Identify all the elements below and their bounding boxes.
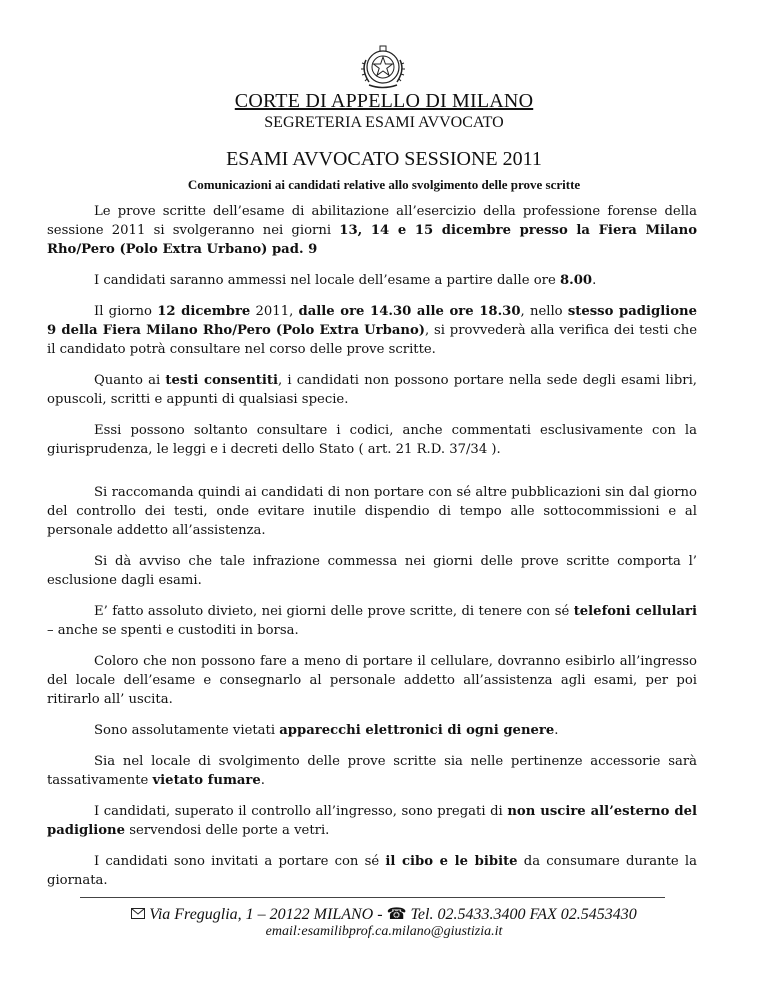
paragraph-exclusion: Si dà avviso che tale infrazione commessa nei giorni delle prove scritte comporta l’ esclusione dagli esami. <box>47 554 697 588</box>
footer-divider <box>80 897 665 898</box>
paragraph-admission-time: I candidati saranno ammessi nel locale dell’esame a partire dalle ore 8.00. <box>94 273 597 288</box>
paragraph-codes: Essi possono soltanto consultare i codici, anche commentati esclusivamente con la giurisprudenza, le leggi e i decreti dello Stato ( art. 21 R.D. 37/34 ). <box>47 423 697 457</box>
italian-republic-emblem <box>357 40 409 92</box>
paragraph-food: I candidati sono invitati a portare con sé il cibo e le bibite da consumare durante la giornata. <box>47 854 697 888</box>
document-title: ESAMI AVVOCATO SESSIONE 2011 <box>226 148 542 170</box>
paragraph-phone-deposit: Coloro che non possono fare a meno di portare il cellulare, dovranno esibirlo all’ingresso del locale dell’esame e consegnarlo al personale addetto all’assistenza agli esami, per poi ritirarlo all’ uscita. <box>47 654 697 707</box>
footer-email: email:esamilibprof.ca.milano@giustizia.it <box>265 924 503 939</box>
document-subtitle: Comunicazioni ai candidati relative allo svolgimento delle prove scritte <box>187 177 581 192</box>
paragraph-smoking: Sia nel locale di svolgimento delle prove scritte sia nelle pertinenze accessorie sarà tassativamente vietato fumare. <box>47 754 697 788</box>
paragraph-exam-dates: Le prove scritte dell’esame di abilitazione all’esercizio della professione forense della sessione 2011 si svolgeranno nei giorni 13, 14 e 15 dicembre presso la Fiera Milano Rho/Pero (Polo Extra Urbano) pad. 9 <box>47 204 697 257</box>
paragraph-allowed-texts: Quanto ai testi consentiti, i candidati non possono portare nella sede degli esami libri, opuscoli, scritti e appunti di qualsiasi specie. <box>47 373 697 407</box>
telephone-icon: ☎ <box>386 906 407 923</box>
mail-icon <box>131 906 145 924</box>
court-name: CORTE DI APPELLO DI MILANO <box>234 90 534 112</box>
footer-contacts <box>0 904 768 924</box>
document-body <box>47 202 697 902</box>
paragraph-exit: I candidati, superato il controllo all’ingresso, sono pregati di non uscire all’esterno del padiglione servendosi delle porte a vetri. <box>47 804 697 838</box>
paragraph-phones: E’ fatto assoluto divieto, nei giorni delle prove scritte, di tenere con sé telefoni cellulari – anche se spenti e custoditi in borsa. <box>47 604 697 638</box>
footer-phone: Tel. 02.5433.3400 FAX 02.5453430 <box>410 906 637 923</box>
secretariat-name: SEGRETERIA ESAMI AVVOCATO <box>264 114 504 131</box>
paragraph-text-verification: Il giorno 12 dicembre 2011, dalle ore 14.30 alle ore 18.30, nello stesso padiglione 9 della Fiera Milano Rho/Pero (Polo Extra Urbano), si provvederà alla verifica dei testi che il candidato potrà consultare nel corso delle prove scritte. <box>47 304 698 357</box>
paragraph-electronics: Sono assolutamente vietati apparecchi elettronici di ogni genere. <box>94 723 559 738</box>
footer-address: Via Freguglia, 1 – 20122 MILANO - <box>149 906 383 923</box>
paragraph-recommendation: Si raccomanda quindi ai candidati di non portare con sé altre pubblicazioni sin dal giorno del controllo dei testi, onde evitare inutile dispendio di tempo alle sottocommissioni e al personale addetto all’assistenza. <box>47 485 697 538</box>
